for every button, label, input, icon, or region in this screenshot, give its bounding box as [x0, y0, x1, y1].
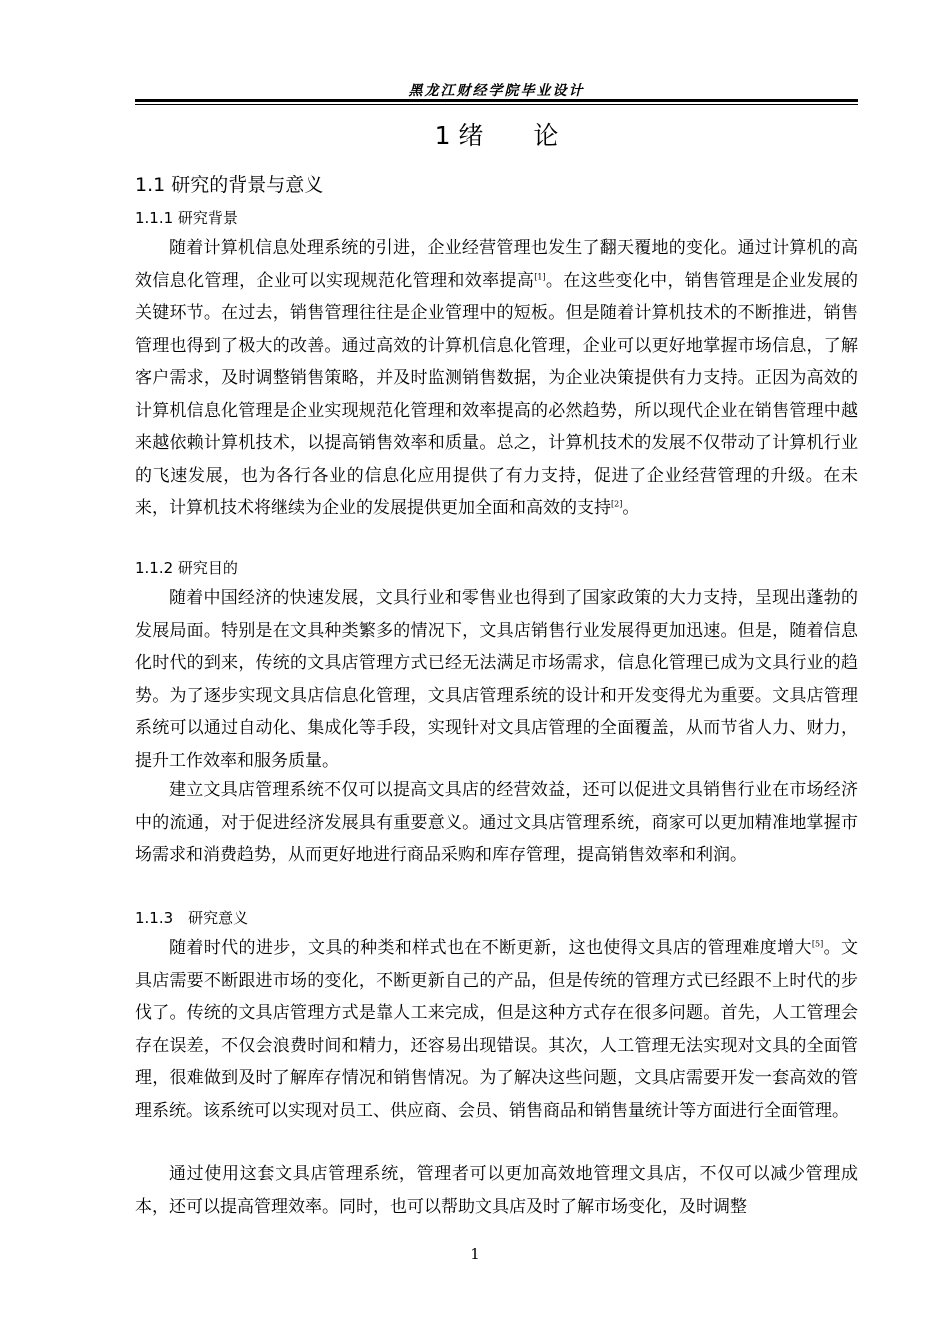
subsection-heading-1-1-3: 1.1.3 研究意义	[135, 909, 249, 927]
chapter-title: 1 绪 论	[434, 121, 559, 150]
subsection-heading-1-1-2: 1.1.2 研究目的	[135, 559, 238, 577]
paragraph-research-purpose-2: 建立文具店管理系统不仅可以提高文具店的经营效益，还可以促进文具销售行业在市场经济中的流通，对于促进经济发展具有重要意义。通过文具店管理系统，商家可以更加精准地掌握市场需求和消费趋势，从而更好地进行商品采购和库存管理，提高销售效率和利润。	[135, 780, 858, 865]
citation-ref: [2]	[611, 499, 623, 509]
header-rule-thin	[135, 104, 858, 105]
paragraph-research-significance-1: 随着时代的进步，文具的种类和样式也在不断更新，这也使得文具店的管理难度增大[5]。文具店需要不断跟进市场的变化，不断更新自己的产品，但是传统的管理方式已经跟不上时代的步伐了。传统的文具店管理方式是靠人工来完成，但是这种方式存在很多问题。首先，人工管理会存在误差，不仅会浪费时间和精力，还容易出现错误。其次，人工管理无法实现对文具的全面管理，很难做到及时了解库存情况和销售情况。为了解决这些问题，文具店需要开发一套高效的管理系统。该系统可以实现对员工、供应商、会员、销售商品和销售量统计等方面进行全面管理。	[135, 938, 859, 1121]
paragraph-research-purpose-1: 随着中国经济的快速发展，文具行业和零售业也得到了国家政策的大力支持，呈现出蓬勃的发展局面。特别是在文具种类繁多的情况下，文具店销售行业发展得更加迅速。但是，随着信息化时代的到来，传统的文具店管理方式已经无法满足市场需求，信息化管理已成为文具行业的趋势。为了逐步实现文具店信息化管理，文具店管理系统的设计和开发变得尤为重要。文具店管理系统可以通过自动化、集成化等手段，实现针对文具店管理的全面覆盖，从而节省人力、财力，提升工作效率和服务质量。	[135, 588, 858, 771]
header-rule-thick	[135, 99, 858, 102]
page-number: 1	[470, 1245, 480, 1263]
page-header-title: 黑龙江财经学院毕业设计	[408, 83, 585, 99]
citation-ref: [1]	[534, 271, 546, 281]
paragraph-research-significance-2: 通过使用这套文具店管理系统，管理者可以更加高效地管理文具店，不仅可以减少管理成本，还可以提高管理效率。同时，也可以帮助文具店及时了解市场变化，及时调整	[135, 1164, 858, 1217]
section-heading-1-1: 1.1 研究的背景与意义	[135, 174, 324, 196]
subsection-heading-1-1-1: 1.1.1 研究背景	[135, 209, 238, 227]
citation-ref: [5]	[811, 939, 824, 949]
paragraph-research-background: 随着计算机信息处理系统的引进，企业经营管理也发生了翻天覆地的变化。通过计算机的高效信息化管理，企业可以实现规范化管理和效率提高[1]。在这些变化中，销售管理是企业发展的关键环节。在过去，销售管理往往是企业管理中的短板。但是随着计算机技术的不断推进，销售管理也得到了极大的改善。通过高效的计算机信息化管理，企业可以更好地掌握市场信息，了解客户需求，及时调整销售策略，并及时监测销售数据，为企业决策提供有力支持。正因为高效的计算机信息化管理是企业实现规范化管理和效率提高的必然趋势，所以现代企业在销售管理中越来越依赖计算机技术，以提高销售效率和质量。总之，计算机技术的发展不仅带动了计算机行业的飞速发展，也为各行各业的信息化应用提供了有力支持，促进了企业经营管理的升级。在未来，计算机技术将继续为企业的发展提供更加全面和高效的支持[2]。	[135, 238, 859, 518]
